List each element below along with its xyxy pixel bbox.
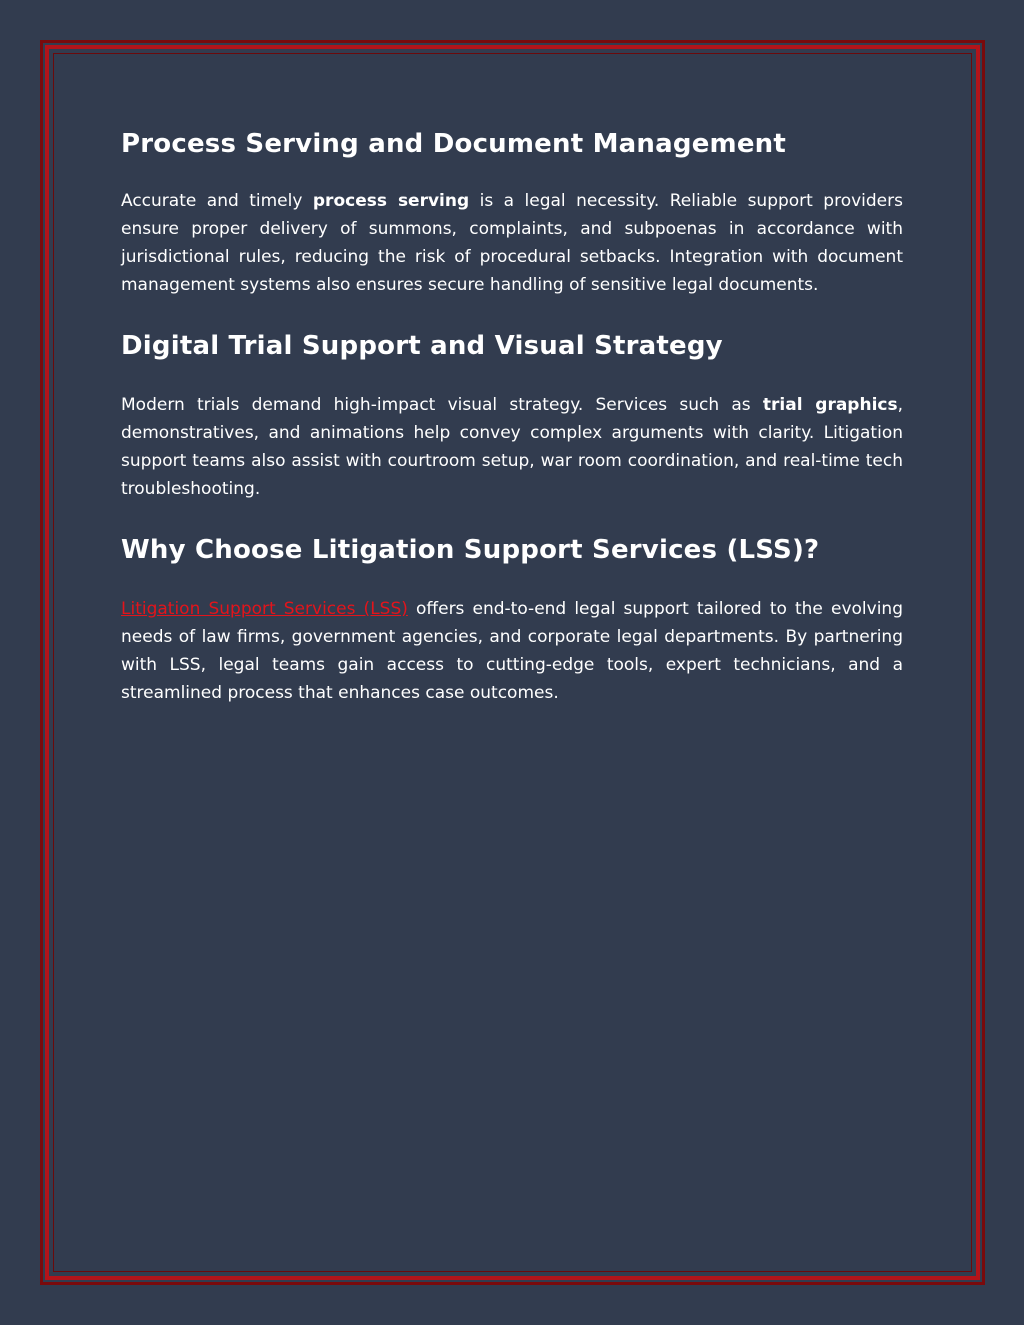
bold-term: trial graphics: [762, 395, 898, 415]
section-paragraph: [121, 187, 903, 299]
bold-term: process serving: [312, 191, 470, 211]
paragraph-text: is a legal necessity. Reliable support providers ensure proper delivery of summons, complaints, and subpoenas in accordance with jurisdictional rules, reducing the risk of procedural setbacks. Integration with document management systems also ensures secure handling of sensitive legal documents.: [121, 191, 903, 295]
paragraph-text: , demonstratives, and animations help convey complex arguments with clarity. Litigation support teams also assist with courtroom setup, war room coordination, and real-time tech troubleshooting.: [121, 395, 903, 499]
section-heading: Why Choose Litigation Support Services (LSS)?: [121, 535, 820, 565]
document-content: [121, 120, 903, 707]
section-heading: Digital Trial Support and Visual Strategy: [121, 331, 723, 361]
lss-link[interactable]: Litigation Support Services (LSS): [121, 599, 408, 619]
paragraph-text: Modern trials demand high-impact visual strategy. Services such as: [121, 395, 763, 415]
paragraph-text: Accurate and timely: [121, 191, 313, 211]
paragraph-text: offers end-to-end legal support tailored to the evolving needs of law firms, government agencies, and corporate legal departments. By partnering with LSS, legal teams gain access to cutting-edge tools, expert technicians, and a streamlined process that enhances case outcomes.: [121, 599, 903, 703]
section-paragraph: [121, 595, 903, 707]
section-why-choose-lss: [121, 530, 903, 707]
section-process-serving: [121, 124, 903, 299]
section-paragraph: [121, 391, 903, 503]
section-digital-trial-support: [121, 326, 903, 503]
section-heading: Process Serving and Document Management: [121, 129, 786, 159]
